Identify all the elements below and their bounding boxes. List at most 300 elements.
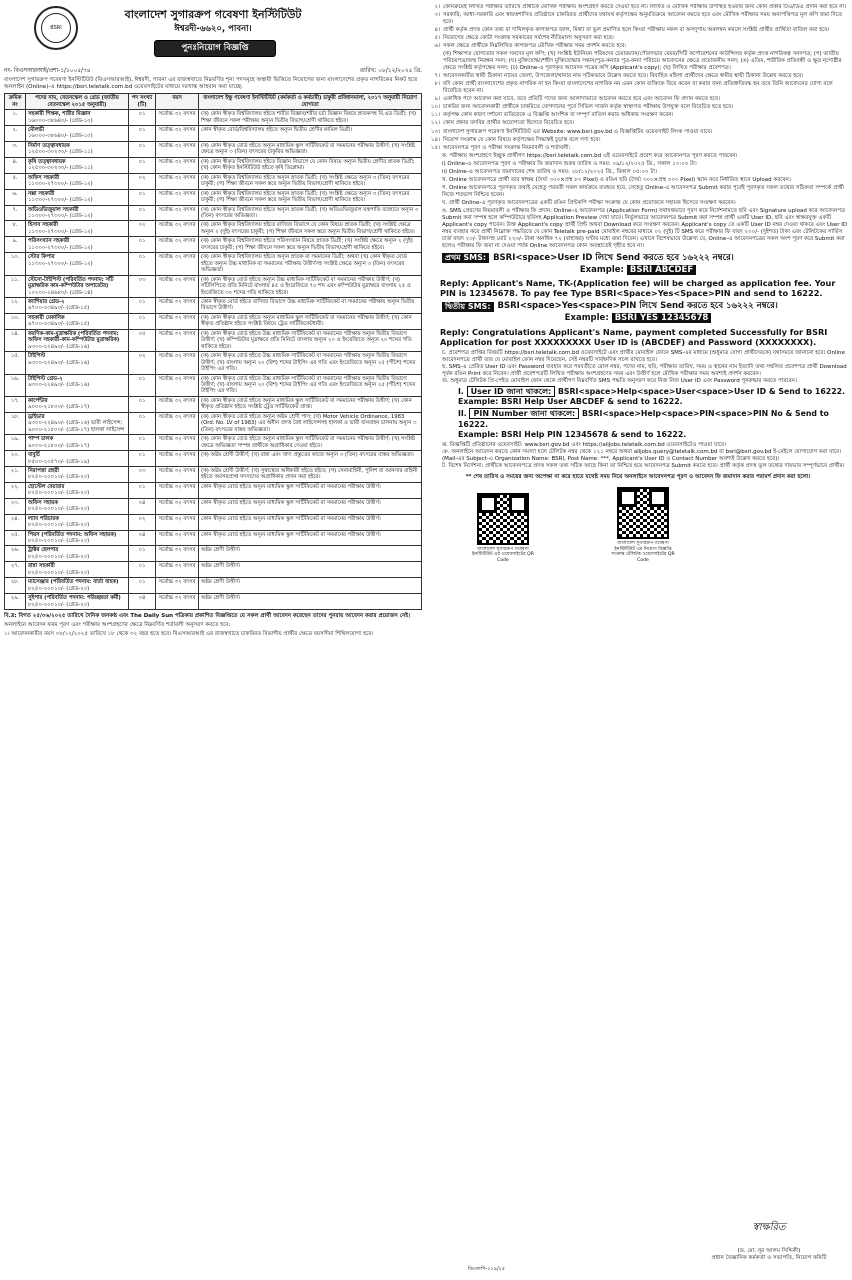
cell-sl: ২০. xyxy=(5,451,26,467)
after-sms-4: ঝ. বিজ্ঞপ্তিটি প্রতিষ্ঠানের ওয়েবসাইট: www.bsri.gov.bd এবং https://alljobs.teletalk.com.bd ওয়েবসাইটেও পাওয়া যাবে। xyxy=(442,441,727,448)
second-example-value: BSRI YES 12345678 xyxy=(612,313,712,323)
post-name: পিয়ন (পরিবর্তিত পদনাম: অফিস সহায়ক) xyxy=(28,531,117,538)
post-scale: ৯৩০০-২২৪৯০/- (গ্রেড-১৬) xyxy=(28,381,90,388)
memo-number: নং- বিএসআরআই/প্রশা-১/১০০৫/৭৪ xyxy=(4,68,91,74)
cell-sl: ১৩. xyxy=(5,313,26,329)
post-scale: ১১৩০০-২৭৩০০/- (গ্রেড-১২) xyxy=(28,197,93,204)
cell-age: সর্বোচ্চ ৩২ বৎসর xyxy=(156,578,199,594)
after-sms-2: ছ. SMS-এ প্রেরিত User ID এবং Password ব্যবহার করে পরবর্তীতে রোল নম্বর, পদের নাম, ছবি, পরীক্ষার তারিখ, সময় ও স্থানের নাম ইত্যাদি তথ্য সম্বলিত প্রবেশপত্র প্রার্থী Download পূর্বক রঙিন Print করে নিবেন। প্রার্থী প্রবেশপত্রটি লিখিত পরীক্ষায় অংশগ্রহণের সময় এবং উত্তীর্ণ হলে মৌখিক পরীক্ষার সময় অবশ্যই প্রদর্শন করবেন। xyxy=(442,363,847,377)
cell-sl: ১১. xyxy=(5,275,26,297)
post-scale: ১৬০০০-৩৮৬৪০/- (গ্রেড-১০) xyxy=(28,133,93,140)
list-item-number: ৩। xyxy=(434,12,440,19)
cell-qualification: (ক) কোন স্বীকৃত বিশ্ববিদ্যালয় হইতে বিজ্ঞান বিভাগে যে কোন বিষয়ে অন্যূন দ্বিতীয় শ্রেণীর স্নাতক ডিগ্রী; (খ) কোন স্বীকৃত ইনস্টিটিউট হইতে কৃষি ডিপ্লোমা। xyxy=(199,157,422,173)
step-item: খ. Online আবেদনপত্রে প্রার্থী তার স্বাক্ষর (দৈর্ঘ্য ৩০০×প্রস্থ ৮০ Pixel) ও রঙিন ছবি (দৈর্ঘ্য ৩০০×প্রস্থ ৩০০ Pixel) স্ক্যান করে নির্ধারিত স্থানে Upload করবেন। xyxy=(442,176,791,183)
cell-qualification: (ক) কোন স্বীকৃত বিশ্ববিদ্যালয় হইতে অন্যূন স্নাতক ডিগ্রী; (খ) সংশ্লিষ্ট ক্ষেত্রে অন্যূন ৩ (তিন) বৎসরের চাকুরী; (গ) শিক্ষা জীবনে সকল স্তরে অন্যূন দ্বিতীয় বিভাগ/শ্রেণী থাকিতে হইবে। xyxy=(199,189,422,205)
cell-sl: ৩. xyxy=(5,141,26,157)
org-address: ঈশ্বরদী-৬৬২০, পাবনা। xyxy=(174,24,252,34)
cell-qualification: অষ্টম শ্রেণী উত্তীর্ণ। xyxy=(199,546,422,562)
cell-sl: ১২. xyxy=(5,297,26,313)
cell-qualification: (ক) কোন স্বীকৃত বোর্ড হইতে অন্যূন মাধ্যমিক স্কুল সার্টিফিকেট বা সমমানের পরীক্ষায় উত্তীর্ণ; (খ) সংশ্লিষ্ট ক্ষেত্রে অভিজ্ঞতা সম্পন্ন প্রার্থীকে অগ্রাধিকার দেওয়া হইবে। xyxy=(199,435,422,451)
cell-age: সর্বোচ্চ ৩২ বৎসর xyxy=(156,313,199,329)
table-row xyxy=(5,157,422,173)
post-name: রান্না সহকারী xyxy=(28,563,55,570)
cell-sl: ১৭. xyxy=(5,396,26,412)
cell-sl: ২১. xyxy=(5,466,26,482)
post-name: স্টোর কিপার xyxy=(28,254,55,261)
signatory-name: (ড. মো. নূর আলম সিদ্দিকী) xyxy=(737,1248,801,1255)
cell-count: ০১ xyxy=(129,205,156,221)
list-item-text: কর্তৃপক্ষ কোন কারণ দর্শানো ব্যতিরেকে এ বিজ্ঞপ্তি আংশিক বা সম্পূর্ণ বাতিল করার অধিকার সংরক্ষণ করেন। xyxy=(443,112,674,119)
post-name: অফিস সহকারী xyxy=(28,174,60,181)
list-item xyxy=(428,104,848,111)
cell-age: সর্বোচ্চ ৩২ বৎসর xyxy=(156,482,199,498)
left-footer-note: বি.দ্র: বিগত ২৫/০৬/২০২৫ তারিখে দৈনিক জনকণ্ঠ এবং The Daily Sun পত্রিকায় প্রকাশিত বিজ্ঞপ্তিতে যে সকল প্রার্থী আবেদন করেছেন তাদের পুনরায় আবেদন করার প্রয়োজন নেই। xyxy=(4,613,411,620)
help-pin-cmd: BSRI<space>Help<space>PIN<space>PIN No & Send to 16222. xyxy=(458,409,829,429)
post-scale: ৮২৫০-২০০১০/- (গ্রেড-২০) xyxy=(28,538,90,545)
help-pin: II. PIN Number জানা থাকলে: BSRI<space>Help<space>PIN<space>PIN No & Send to 16222. Example: BSRI Help PIN 12345678 & send to 16222. xyxy=(458,409,829,439)
cell-sl: ১০. xyxy=(5,253,26,275)
list-item-text: (ক) শিক্ষাগত যোগ্যতার সকল সনদের মূল কপি; (খ) সংশ্লিষ্ট ইউনিয়ন পরিষদের চেয়ারম্যান/পৌরসভার মেয়র/সিটি কর্পোরেশনের কাউন্সিলর কর্তৃক প্রদত্ত নাগরিকত্ব সনদপত্র; (গ) জাতীয় পরিচয়পত্র/জন্ম নিবন্ধন সনদ; (ঘ) মুক্তিযোদ্ধা/শহীদ মুক্তিযোদ্ধার সন্তান/পুত্র-কন্যার পুত্র-কন্যা পরিচয়ে আবেদনের ক্ষেত্রে প্রয়োজনীয় সনদ; (ঙ) এতিম, শারীরিক প্রতিবন্ধী ও ক্ষুদ্র নৃগোষ্ঠীর ক্ষেত্রে সংশ্লিষ্ট কর্তৃপক্ষের সনদ; (চ) Online-এ পূরণকৃত আবেদন পত্রের কপি (Applicant's copy); (ছ) লিখিত পরীক্ষার প্রবেশপত্র। xyxy=(443,51,842,72)
cell-sl: ৪. xyxy=(5,157,26,173)
cell-sl: ২৮. xyxy=(5,578,26,594)
second-example-label: Example: xyxy=(564,312,609,323)
logo-text: BSRI xyxy=(41,13,71,43)
step-item: i) Online-এ আবেদনপত্র পূরণ ও পরীক্ষার ফি জমাদান শুরুর তারিখ ও সময়: ০৯/১২/২০২৫ খ্রি., সকাল ১০:০০ টা। xyxy=(442,160,697,167)
table-row xyxy=(5,352,422,374)
cell-sl: ৯. xyxy=(5,237,26,253)
post-scale: ৯৩০০-২২৪৯০/- (গ্রেড-১৬) xyxy=(28,343,90,350)
cell-qualification: (ক) কোন স্বীকৃত বোর্ড হইতে উচ্চ মাধ্যমিক সার্টিফিকেট বা সমমানের পরীক্ষায় অন্যূন দ্বিতীয় বিভাগে উত্তীর্ণ; (খ) বাংলায় অন্যূন ২০ (বিশ) শব্দের টাইপিং এর গতি এবং ইংরেজিতে অন্যূন ২৫ (পঁচিশ) শব্দের টাইপিং এর গতি। xyxy=(199,374,422,396)
table-row xyxy=(5,412,422,434)
list-item-number: ৮। xyxy=(434,81,440,88)
cell-qualification: (ক) কোন স্বীকৃত বোর্ড হইতে অন্যূন মাধ্যমিক স্কুল সার্টিফিকেট বা সমমানের পরীক্ষায় উত্তীর্ণ; (খ) সংশ্লিষ্ট ক্ষেত্রে অন্যূন ৩ (তিন) বৎসরের চাকুরির অভিজ্ঞতা। xyxy=(199,141,422,157)
help-pin-example: Example: BSRI Help PIN 12345678 & send to 16222. xyxy=(458,429,687,439)
list-item-text: একাধিক পদে আবেদন করা যাবে, তবে প্রতিটি পদের জন্য আলাদাভাবে আবেদন করতে হবে এবং আবেদন ফি প্রদান করতে হবে। xyxy=(443,96,721,103)
post-scale: ১২৫০০-৩০২৩০/- (গ্রেড-১১) xyxy=(28,149,93,156)
cell-qualification: (ক) কোন স্বীকৃত বিশ্ববিদ্যালয় হইতে অন্যূন স্নাতক ডিগ্রী; (খ) সংশ্লিষ্ট ক্ষেত্রে অন্যূন ৩ (তিন) বৎসরের চাকুরী; (গ) শিক্ষা জীবনে সকল স্তরে অন্যূন দ্বিতীয় বিভাগ/শ্রেণী থাকিতে হইবে। xyxy=(199,173,422,189)
table-row xyxy=(5,126,422,142)
deadline-note: ** শেষ তারিখ ও সময়ের জন্য অপেক্ষা না করে হাতে যথেষ্ট সময় নিয়ে অনলাইনে আবেদনপত্র পূরণ ও আবেদন ফি জমাদান করার পরামর্শ প্রদান করা হলো। xyxy=(465,473,811,480)
cell-post xyxy=(26,157,129,173)
second-sms-tag: দ্বিতীয় SMS: xyxy=(442,302,494,312)
cell-qualification: কোন স্বীকৃত বোর্ড হইতে অন্যূন মাধ্যমিক স্কুল সার্টিফিকেট বা সমমানের পরীক্ষায় উত্তীর্ণ। xyxy=(199,482,422,498)
posts-table-body xyxy=(5,110,422,610)
qr-code-icon xyxy=(617,487,669,539)
cell-qualification: অষ্টম শ্রেণী উত্তীর্ণ। xyxy=(199,562,422,578)
list-item-number: ১০। xyxy=(430,104,440,111)
org-name: বাংলাদেশ সুগারক্রপ গবেষণা ইনস্টিটিউট xyxy=(124,8,302,21)
help-user-id: I. User ID জানা থাকলে: BSRI<space>Help<space>User<space>User ID & Send to 16222. Example: BSRI Help User ABCDEF & send to 16222. xyxy=(458,386,846,407)
cell-post xyxy=(26,352,129,374)
table-row xyxy=(5,275,422,297)
table-row xyxy=(5,546,422,562)
cell-post xyxy=(26,594,129,610)
cell-sl: ৮. xyxy=(5,221,26,237)
help-user-example: Example: BSRI Help User ABCDEF & send to 16222. xyxy=(458,397,683,407)
qr-codes xyxy=(428,487,848,564)
table-row xyxy=(5,173,422,189)
post-scale: ৮২৫০-২০০১০/- (গ্রেড-২০) xyxy=(28,522,90,529)
cell-qualification: কোন স্বীকৃত বোর্ড হইতে বাণিজ্য বিভাগে উচ্চ মাধ্যমিক সার্টিফিকেট বা সমমানের পরীক্ষায় অন্যূন দ্বিতীয় বিভাগে উত্তীর্ণ। xyxy=(199,297,422,313)
qr-website-label: বাংলাদেশ সুগারক্রপ গবেষণা ইনস্টিটিউট এর ওয়েবসাইটের QR Code xyxy=(472,546,534,564)
cell-qualification: অষ্টম শ্রেণী উত্তীর্ণ। xyxy=(199,594,422,610)
table-row xyxy=(5,498,422,514)
cell-sl: ২২. xyxy=(5,482,26,498)
cell-count: ০১ xyxy=(129,141,156,157)
cell-age: সর্বোচ্চ ৩২ বৎসর xyxy=(156,498,199,514)
cell-post xyxy=(26,329,129,351)
cell-age: সর্বোচ্চ ৩২ বৎসর xyxy=(156,352,199,374)
post-name: নিরাপত্তা প্রহরী xyxy=(28,467,60,474)
cell-count: ০১ xyxy=(129,110,156,126)
cell-count: ০৪ xyxy=(129,594,156,610)
table-row xyxy=(5,221,422,237)
cell-sl: ২. xyxy=(5,126,26,142)
cell-count: ০২ xyxy=(129,173,156,189)
list-item-number: ১৫। xyxy=(430,144,440,151)
list-item xyxy=(428,145,848,152)
post-name: সুইপার (পরিবর্তিত পদনাম: পরিচ্ছন্নতা কর্মী) xyxy=(28,595,121,602)
cell-age: সর্বোচ্চ ৩২ বৎসর xyxy=(156,329,199,351)
post-name: টাইপিস্ট গ্রেড-২ xyxy=(28,375,63,382)
cell-qualification: অষ্টম শ্রেণী উত্তীর্ণ। xyxy=(199,578,422,594)
cell-age: সর্বোচ্চ ৩২ বৎসর xyxy=(156,594,199,610)
cell-count: ০৫ xyxy=(129,329,156,351)
list-item xyxy=(428,129,848,136)
post-name: অডিওভিজুয়াল সহকারী xyxy=(28,206,79,213)
cell-sl: ২৫. xyxy=(5,530,26,546)
cell-post xyxy=(26,466,129,482)
table-row xyxy=(5,297,422,313)
cell-sl: ১৯. xyxy=(5,435,26,451)
cell-sl: ২৪. xyxy=(5,514,26,530)
list-item xyxy=(428,51,848,72)
cell-sl: ১৫. xyxy=(5,352,26,374)
post-scale: ১৬০০০-৩৮৬৪০/- (গ্রেড-১০) xyxy=(28,117,93,124)
table-row xyxy=(5,110,422,126)
table-row xyxy=(5,141,422,157)
after-sms-block xyxy=(428,350,848,385)
cell-qualification: (ক) কোন স্বীকৃত বিশ্ববিদ্যালয় হইতে শারীর বিজ্ঞান/শরীর চর্চা বিজ্ঞান বিষয়ে স্নাতকসহ বি.এড ডিগ্রী; (খ) শিক্ষা জীবনে সকল পরীক্ষায় অন্যূন দ্বিতীয় বিভাগ/শ্রেণী থাকিতে হইবে। xyxy=(199,110,422,126)
cell-post xyxy=(26,396,129,412)
cell-count: ০১ xyxy=(129,313,156,329)
post-name: কার্পেন্টার xyxy=(28,397,48,404)
cell-qualification: (ক) কোন স্বীকৃত বোর্ড হইতে অন্যূন উচ্চ মাধ্যমিক সার্টিফিকেট বা সমমানের পরীক্ষায় উত্তীর্ণ; (খ) সাঁটলিপিতে প্রতি মিনিটে বাংলায় ৪৫ ও ইংরেজিতে ৭০ শব্দ এবং কম্পিউটার মুদ্রাক্ষরে বাংলায় ২৫ ও ইংরেজিতে ৩০ শব্দের গতি থাকিতে হইবে। xyxy=(199,275,422,297)
cell-post xyxy=(26,530,129,546)
cell-count: ০১ xyxy=(129,189,156,205)
cell-qualification: (ক) কোন স্বীকৃত বোর্ড হইতে উচ্চ মাধ্যমিক সার্টিফিকেট বা সমমানের পরীক্ষায় অন্যূন দ্বিতীয় বিভাগে উত্তীর্ণ; (খ) কম্পিউটার মুদ্রাক্ষরে প্রতি মিনিটে বাংলায় অন্যূন ২০ ও ইংরেজিতে অন্যূন ২০ শব্দের গতি থাকিতে হইবে। xyxy=(199,329,422,351)
after-sms-5: ঞ. অনলাইনে আবেদন করতে কোন সমস্যা হলে টেলিটক নম্বর থেকে ১২১ নম্বরে অথবা alljobs.query@teletalk.com.bd বা bsri@bsri.gov.bd ই-মেইলে যোগাযোগ করা যাবে। (Mail-এর Subject-এ Organization Name: BSRI, Post Name: ***, Applicant's User ID ও Contact Number অবশ্যই উল্লেখ করতে হবে)। xyxy=(442,448,842,462)
step-item: ঘ. প্রার্থী Online-এ পূরণকৃত আবেদনপত্রের একটি রঙিন প্রিন্টকপি পরীক্ষা সংক্রান্ত যে কোন প্রয়োজনে সহায়ক হিসেবে সংরক্ষণ করবেন। xyxy=(442,199,736,206)
cell-count: ০১ xyxy=(129,546,156,562)
post-name: করণিক-কাম-মুদ্রাক্ষরিক (পরিবর্তিত পদনাম: অফিস সহকারী-কাম-কম্পিউটার মুদ্রাক্ষরিক) xyxy=(28,330,120,344)
list-item-text: আবেদনকারীর স্থায়ী ঠিকানা নামের জেলা, উপজেলা/থানার নাম সঠিকভাবে উল্লেখ করতে হবে। বিবাহিত মহিলা প্রার্থীদের ক্ষেত্রে স্বামীর স্থায়ী ঠিকানা উল্লেখ করতে হবে। xyxy=(443,73,804,80)
cell-count: ০১ xyxy=(129,253,156,275)
col-header-count: পদ সংখ্যা (টি) xyxy=(129,94,156,110)
post-name: পরিসংখ্যান সহকারী xyxy=(28,238,70,245)
posts-table xyxy=(4,93,422,610)
list-item xyxy=(428,43,848,50)
cell-post xyxy=(26,297,129,313)
step-item: গ. Online আবেদনপত্রে পূরণকৃত তথ্যই যেহেতু পরবর্তী সকল কার্যক্রমে ব্যবহৃত হবে, সেহেতু Online-এ আবেদনপত্র Submit করার পূর্বেই পূরণকৃত সকল তথ্যের সঠিকতা সম্পর্কে প্রার্থী নিজে শতভাগ নিশ্চিত হবেন। xyxy=(442,184,844,198)
cell-post xyxy=(26,253,129,275)
first-example-label: Example: xyxy=(579,264,624,275)
first-sms-example xyxy=(428,265,848,276)
cell-age: সর্বোচ্চ ৩২ বৎসর xyxy=(156,435,199,451)
cell-post xyxy=(26,578,129,594)
cell-age: সর্বোচ্চ ৩২ বৎসর xyxy=(156,412,199,434)
cell-qualification: (ক) কোন স্বীকৃত বিশ্ববিদ্যালয় হইতে বাণিজ্য বিভাগে যে কোন বিষয়ে স্নাতক ডিগ্রী; (খ) সংশ্লিষ্ট ক্ষেত্রে অন্যূন ২ (দুই) বৎসরের চাকুরী; (গ) শিক্ষা জীবনে সকল স্তরে অন্যূন দ্বিতীয় বিভাগ/শ্রেণী থাকিতে হইবে। xyxy=(199,221,422,237)
list-item-text: নিয়োগ সংক্রান্ত যে কোন বিষয়ে কর্তৃপক্ষের সিদ্ধান্তই চূড়ান্ত বলে গণ্য হবে। xyxy=(443,136,601,143)
second-sms-line xyxy=(442,301,848,312)
header xyxy=(4,4,422,66)
col-header-age: বয়স xyxy=(156,94,199,110)
after-sms-1: চ. প্রবেশপত্র প্রাপ্তির বিষয়টি https://bsri.teletalk.com.bd ওয়েবসাইটে এবং প্রার্থীর মোবাইল ফোনে SMS-এর মাধ্যমে (শুধুমাত্র যোগ্য প্রার্থীদেরকে) যথাসময়ে জানানো হবে। Online আবেদনপত্রে প্রার্থী তার যে মোবাইল ফোন নম্বর দিয়েছেন, সেই নম্বরটি সার্বক্ষণিক সচল রাখতে হবে। xyxy=(442,349,845,363)
post-name: ম্যাসেঞ্জার (পরিবর্তিত পদনাম: বার্তা বাহক) xyxy=(28,579,119,586)
post-scale: ৮২৫০-২০০১০/- (গ্রেড-২০) xyxy=(28,585,90,592)
list-item xyxy=(428,4,848,11)
cell-count: ০১ xyxy=(129,562,156,578)
qr-teletalk xyxy=(608,487,678,564)
table-row xyxy=(5,466,422,482)
signature-block xyxy=(704,1222,834,1262)
first-sms-reply: Reply: Applicant's Name, TK-(Application fee) will be charged as application fee. Your PIN is 12345678. To pay fee Type BSRI<Space>Yes<Space>PIN and send to 16222. xyxy=(440,278,836,299)
post-name: কৃষি তত্ত্বাবধায়ক xyxy=(28,158,66,165)
cell-count: ০১ xyxy=(129,297,156,313)
cell-sl: ২৩. xyxy=(5,498,26,514)
cell-post xyxy=(26,173,129,189)
table-row xyxy=(5,514,422,530)
list-item-text: প্রার্থী কর্তৃক প্রদত্ত কোন তথ্য বা দাখিলকৃত কাগজপত্র জাল, মিথ্যা বা ভুল প্রমাণিত হলে কিংবা পরীক্ষায় নকল বা অসদুপায় অবলম্বন করলে সংশ্লিষ্ট প্রার্থীর প্রার্থিতা বাতিল করা হবে। xyxy=(443,27,830,34)
left-footer-line3: ১। আবেদনকারীর বয়স ০৮/১২/২০২৫ তারিখে ১৮ থেকে ৩২ বছর হতে হবে। বিএসআরআই এর রাজস্বখাতে চাকরিরত বিভাগীয় প্রার্থীর ক্ষেত্রে বয়সসীমা শিথিলযোগ্য হবে। xyxy=(4,630,374,637)
cell-post xyxy=(26,451,129,467)
left-column xyxy=(4,4,422,1274)
cell-count: ০২ xyxy=(129,352,156,374)
post-scale: ৮২৫০-২০০১০/- (গ্রেড-২০) xyxy=(28,601,90,608)
cell-post xyxy=(26,275,129,297)
step-item: ক. পরীক্ষায় অংশগ্রহণে ইচ্ছুক প্রার্থীগণ https://bsri.teletalk.com.bd এই ওয়েবসাইটে প্রবেশ করে আবেদনপত্র পূরণ করতে পারবেন। xyxy=(442,152,738,159)
cell-age: সর্বোচ্চ ৩২ বৎসর xyxy=(156,546,199,562)
cell-count: ০১ xyxy=(129,578,156,594)
post-scale: ১১৩০০-২৭৩০০/- (গ্রেড-১২) xyxy=(28,228,93,235)
list-item-text: বাংলাদেশ সুগারক্রপ গবেষণা ইনস্টিটিউট এর Website: www.bsri.gov.bd এ বিজ্ঞপ্তিটির ওয়েবসাইট লিংক পাওয়া যাবে। xyxy=(443,128,713,135)
cell-post xyxy=(26,412,129,434)
cell-qualification: কোন স্বীকৃত বোর্ড/বিশ্ববিদ্যালয় হইতে অন্যূন দ্বিতীয় শ্রেণীর কামিল ডিগ্রী। xyxy=(199,126,422,142)
cell-post xyxy=(26,313,129,329)
cell-count: ০১ xyxy=(129,374,156,396)
cell-post xyxy=(26,205,129,221)
cell-count: ০১ xyxy=(129,126,156,142)
table-row xyxy=(5,482,422,498)
post-scale: ৮২৫০-২০০১০/- (গ্রেড-২০) xyxy=(28,506,90,513)
post-scale: ৯৩০০-২২৪৯০/- (গ্রেড-১৬) ভারী লাইসেন্স; ৯০০০-২১৮০০/- (গ্রেড-১৭) হালকা লাইসেন্স xyxy=(28,420,125,433)
cell-age: সর্বোচ্চ ৩২ বৎসর xyxy=(156,126,199,142)
table-row xyxy=(5,451,422,467)
post-name: অফিস সহায়ক xyxy=(28,499,58,506)
cell-qualification: (ক) কোন স্বীকৃত বিশ্ববিদ্যালয় হইতে অন্যূন স্নাতক ডিগ্রী; (খ) অডিওভিজুয়াল যন্ত্রপাতি ব্যবহারে অন্যূন ৩ (তিন) বৎসরের অভিজ্ঞতা। xyxy=(199,205,422,221)
qr-code-icon xyxy=(477,493,529,545)
application-steps xyxy=(428,153,848,250)
help-user-cmd: BSRI<space>Help<space>User<space>User ID & Send to 16222. xyxy=(557,386,846,396)
list-item-number: ১৩। xyxy=(430,128,440,135)
cell-qualification: (ক) কোন স্বীকৃত বোর্ড হইতে অন্যূন মাধ্যমিক স্কুল সার্টিফিকেট বা সমমানের পরীক্ষায় উত্তীর্ণ; (খ) কোন স্বীকৃত প্রতিষ্ঠান হইতে সংশ্লিষ্ট বিষয়ে ট্রেড সার্টিফিকেটধারী। xyxy=(199,313,422,329)
list-item-text: নিয়োগের ক্ষেত্রে কোটা সংক্রান্ত সরকারের সর্বশেষ নীতিমালা অনুসরণ করা হবে। xyxy=(443,35,614,42)
first-sms-command: BSRI<space>User ID লিখে Send করতে হবে ১৬২২২ নম্বরে। xyxy=(493,253,734,263)
cell-sl: ২৭. xyxy=(5,562,26,578)
table-row xyxy=(5,237,422,253)
intro-text: বাংলাদেশ সুগারক্রপ গবেষণা ইনস্টিটিউট (বিএসআরআই), ঈশ্বরদী, পাবনা এর রাজস্বখাতে নিম্নবর্ণিত শূন্য পদসমূহে অস্থায়ী ভিত্তিতে নিয়োগের জন্য বাংলাদেশের প্রকৃত নাগরিকের নিকট হতে অনলাইন (Online)-এ https://bsri.teletalk.com.bd ওয়েবসাইটের মাধ্যমে দরখাস্ত আহবান করা যাচ্ছে: xyxy=(4,77,418,91)
table-row xyxy=(5,435,422,451)
cell-count: ০৪ xyxy=(129,498,156,514)
post-scale: ১১৩০০-২৭৩০০/- (গ্রেড-১২) xyxy=(28,213,93,219)
cell-post xyxy=(26,546,129,562)
cell-age: সর্বোচ্চ ৩২ বৎসর xyxy=(156,514,199,530)
list-item-number: ৪। xyxy=(434,27,440,34)
table-header-row xyxy=(5,94,422,110)
cell-post xyxy=(26,482,129,498)
cell-age: সর্বোচ্চ ৩২ বৎসর xyxy=(156,141,199,157)
list-item xyxy=(428,137,848,144)
list-item-text: কোনক্রমেই লিখিত পরীক্ষার তারিখে প্রার্থীকে মৌখিক পরীক্ষায় অংশগ্রহণ করতে দেওয়া হবে না। লিখিত ও মৌখিক পরীক্ষায় উপস্থিত হওয়ার জন্য কোন প্রকার টিএ/ডিএ প্রদান করা হবে না। xyxy=(443,4,847,10)
cell-sl: ১৬. xyxy=(5,374,26,396)
cell-age: সর্বোচ্চ ৩২ বৎসর xyxy=(156,173,199,189)
cell-count: ০৪ xyxy=(129,530,156,546)
post-name: মৌলভী xyxy=(28,127,45,134)
cell-age: সর্বোচ্চ ৩২ বৎসর xyxy=(156,374,199,396)
notice-title: পুনঃনিয়োগ বিজ্ঞপ্তি xyxy=(154,40,276,57)
list-item-number: ৭। xyxy=(434,73,440,80)
cell-post xyxy=(26,237,129,253)
cell-count: ০১ xyxy=(129,412,156,434)
cell-age: সর্বোচ্চ ৩২ বৎসর xyxy=(156,205,199,221)
list-item-text: যদি কোন প্রার্থী বাংলাদেশের প্রকৃত নাগরিক না হন কিংবা বাংলাদেশের নাগরিক নন এমন কোন ব্যক্তিকে বিয়ে করেন বা করার জন্য প্রতিশ্রুতিবদ্ধ হন তবে তিনি আবেদনের যোগ্য বলে বিবেচিত হবেন না। xyxy=(443,81,833,95)
cell-qualification: (ক) কোন স্বীকৃত বোর্ড হইতে অন্যূন মাধ্যমিক স্কুল সার্টিফিকেট বা সমমানের পরীক্ষায় উত্তীর্ণ; (খ) কোন স্বীকৃত প্রতিষ্ঠান হইতে সংশ্লিষ্ট ট্রেড সার্টিফিকেট প্রাপ্ত। xyxy=(199,396,422,412)
list-item-text: সকল ক্ষেত্রে প্রার্থীকে নিম্নলিখিত কাগজপত্র মৌখিক পরীক্ষার সময় প্রদর্শন করতে হবে: xyxy=(443,43,627,50)
cell-post xyxy=(26,141,129,157)
signature-scribble: স্বাক্ষরিত xyxy=(752,1222,786,1234)
list-item-number: ৬। xyxy=(434,43,440,50)
post-name: স্টেনো-টাইপিস্ট (পরিবর্তিত পদনাম: সাঁট মুদ্রাক্ষরিক কাম-কম্পিউটার অপারেটর) xyxy=(28,276,114,290)
cell-age: সর্বোচ্চ ৩২ বৎসর xyxy=(156,110,199,126)
memo-date: তারিখ: ০৮/১২/২০২৫ খ্রি. xyxy=(359,68,422,74)
list-item-number xyxy=(428,51,440,72)
list-item-number: ৫। xyxy=(434,35,440,42)
cell-count: ০২ xyxy=(129,221,156,237)
list-item xyxy=(428,12,848,26)
table-row xyxy=(5,530,422,546)
post-scale: ৮৫০০-২০৫৭০/- (গ্রেড-১৯) xyxy=(28,458,90,465)
post-name: ল্যাব পরিচারক xyxy=(28,515,59,522)
qr-teletalk-label: বাংলাদেশ সুগারক্রপ গবেষণা ইনস্টিটিউট এর নিয়োগ বিজ্ঞপ্তি সংক্রান্ত টেলিটক ওয়েবসাইটের QR Code xyxy=(611,540,675,564)
post-scale: ৯৭০০-২৩৪৯০/- (গ্রেড-১৫) xyxy=(28,305,90,312)
step-item: ii) Online-এ আবেদনপত্র জমাদানের শেষ তারিখ ও সময়: ২৮/১২/২০২৫ খ্রি., বিকাল ০৫:০০ টা। xyxy=(442,168,657,175)
cell-sl: ১৪. xyxy=(5,329,26,351)
list-item-number: ১২। xyxy=(430,120,440,127)
cell-age: সর্বোচ্চ ৩২ বৎসর xyxy=(156,530,199,546)
cell-count: ০২ xyxy=(129,514,156,530)
cell-qualification: কোন স্বীকৃত বোর্ড হইতে অন্যূন মাধ্যমিক স্কুল সার্টিফিকেট বা সমমানের পরীক্ষায় উত্তীর্ণ। xyxy=(199,514,422,530)
list-item-number: ১৪। xyxy=(430,136,440,143)
list-item xyxy=(428,73,848,80)
cell-age: সর্বোচ্চ ৩২ বৎসর xyxy=(156,562,199,578)
post-name: সহকারী শিক্ষক, শারীর বিজ্ঞান xyxy=(28,111,91,118)
cell-post xyxy=(26,514,129,530)
cell-post xyxy=(26,374,129,396)
table-row xyxy=(5,396,422,412)
cell-count: ০৩ xyxy=(129,275,156,297)
cell-count: ০১ xyxy=(129,482,156,498)
left-footer-line2: অনলাইনে আবেদন ফরম পূরণ এবং পরীক্ষায় অংশগ্রহণের ক্ষেত্রে নিম্নবর্ণিত শর্তাবলী অনুসরণ করতে হবে: xyxy=(4,621,231,628)
conditions-list xyxy=(428,4,848,152)
post-name: ড্রাইভার xyxy=(28,413,45,420)
cell-age: সর্বোচ্চ ৩২ বৎসর xyxy=(156,396,199,412)
help-pin-tag: PIN Number জানা থাকলে: xyxy=(469,408,579,419)
cell-sl: ৬. xyxy=(5,189,26,205)
post-name: টাইপিস্ট xyxy=(28,353,46,360)
cell-qualification: (ক) কোন স্বীকৃত বোর্ড হইতে অন্যূন অষ্টম শ্রেণী পাস; (খ) Motor Vehicle Ordinance, 1983 (Ord. No. LV of 1983) এর অধীন প্রদত্ত বৈধ লাইসেন্সসহ হালকা ও ভারী যানবাহন চালনায় অন্যূন ৩ (তিন) বৎসরের বাস্তব অভিজ্ঞতা। xyxy=(199,412,422,434)
list-item xyxy=(428,96,848,103)
post-scale: ৯৭০০-২৩৪৯০/- (গ্রেড-১৫) xyxy=(28,321,90,328)
signatory-designation: প্রধান বৈজ্ঞানিক কর্মকর্তা ও সভাপতি, নিয়োগ কমিটি xyxy=(711,1255,827,1262)
post-name: হিসাব সহকারী xyxy=(28,222,59,229)
cell-qualification: (ক) অষ্টম শ্রেণী উত্তীর্ণ; (খ) রান্না এবং খাদ্য প্রস্তুতের কাজে অন্যূন ৩ (তিন) বৎসরের বাস্তব অভিজ্ঞতা। xyxy=(199,451,422,467)
cell-age: সর্বোচ্চ ৩২ বৎসর xyxy=(156,237,199,253)
post-scale: ৯৩০০-২২৪৯০/- (গ্রেড-১৬) xyxy=(28,359,90,366)
cell-age: সর্বোচ্চ ৩২ বৎসর xyxy=(156,466,199,482)
post-name: ক্যাশিয়ার গ্রেড-২ xyxy=(28,298,65,305)
after-sms-3: জ. শুধুমাত্র টেলিটক প্রি-পেইড মোবাইল ফোন থেকে প্রার্থীগণ নিম্নবর্ণিত SMS পদ্ধতি অনুসরণ করে নিজ নিজ User ID এবং Password পুনরুদ্ধার করতে পারবেন। xyxy=(442,377,797,384)
list-item xyxy=(428,27,848,34)
table-row xyxy=(5,562,422,578)
cell-count: ০৩ xyxy=(129,466,156,482)
cell-age: সর্বোচ্চ ৩২ বৎসর xyxy=(156,297,199,313)
post-name: পাম্প চালক xyxy=(28,436,54,443)
cell-post xyxy=(26,435,129,451)
list-item-number: ১১। xyxy=(430,112,440,119)
post-name: নির্মাণ তত্ত্বাবধায়ক xyxy=(28,142,70,149)
help-user-tag: User ID জানা থাকলে: xyxy=(467,386,556,397)
cell-age: সর্বোচ্চ ৩২ বৎসর xyxy=(156,451,199,467)
cell-sl: ৭. xyxy=(5,205,26,221)
qr-website xyxy=(468,493,538,564)
final-notes xyxy=(428,442,848,470)
list-item xyxy=(428,112,848,119)
post-scale: ৮২৫০-২০০১০/- (গ্রেড-২০) xyxy=(28,490,90,497)
table-row xyxy=(5,189,422,205)
post-scale: ১০২০০-২৪৬৮০/- (গ্রেড-১৪) xyxy=(28,289,93,296)
cell-post xyxy=(26,189,129,205)
post-scale: ১১৩০০-২৭৩০০/- (গ্রেড-১২) xyxy=(28,260,93,267)
post-scale: ৮২৫০-২০০১০/- (গ্রেড-২০) xyxy=(28,553,90,560)
cell-post xyxy=(26,126,129,142)
step-item: ঙ. SMS প্রেরণের নিয়মাবলী ও পরীক্ষার ফি প্রদান: Online-এ আবেদনপত্র (Application Form) যথাযথভাবে পূরণ করে নির্দেশনামতে ছবি এবং Signature upload করে আবেদনপত্র Submit করা সম্পন্ন হলে কম্পিউটারে ছবিসহ Application Preview দেখা যাবে। নির্ভুলভাবে আবেদনপত্র Submit করা সম্পন্ন প্রার্থী একটি User ID, ছবি এবং স্বাক্ষরযুক্ত একটি Applicant's copy পাবেন। উক্ত Applicant's copy প্রার্থী প্রিন্ট অথবা Download করে সংরক্ষণ করবেন। Applicant's copy তে একটি User ID নম্বর দেওয়া থাকবে এবং User ID নম্বর ব্যবহার করে প্রার্থী নিম্নোক্ত পদ্ধতিতে যে কোন Teletalk pre-paid মোবাইল নম্বরের মাধ্যমে ০২ (দুই) টি SMS করে পরীক্ষার ফি বাবদ ২০০/- (দুইশত) টাকা এবং টেলিটকের সার্ভিস চার্জ বাবদ ২৩/- টাকাসহ মোট ২২৩/- টাকা অনধিক ৭২ (বাহাত্তর) ঘণ্টার মধ্যে জমা দিবেন। এখানে বিশেষভাবে উল্লেখ্য যে, Online-এ আবেদনপত্রের সকল অংশ পূরণ করে Submit করা হলেও পরীক্ষার ফি জমা না দেওয়া পর্যন্ত Online আবেদনপত্র কোন অবস্থাতেই গৃহীত হবে না। xyxy=(442,207,848,249)
cell-qualification: (ক) কোন স্বীকৃত বিশ্ববিদ্যালয় হইতে পরিসংখ্যান বিষয়ে স্নাতক ডিগ্রী; (খ) সংশ্লিষ্ট ক্ষেত্রে অন্যূন ২ (দুই) বৎসরের চাকুরী; (গ) শিক্ষা জীবনে সকল স্তরে অন্যূন দ্বিতীয় বিভাগ/শ্রেণী থাকিতে হইবে। xyxy=(199,237,422,253)
cell-count: ০১ xyxy=(129,435,156,451)
cell-age: সর্বোচ্চ ৩২ বৎসর xyxy=(156,189,199,205)
table-row xyxy=(5,253,422,275)
col-header-post: পদের নাম, বেতনস্কেল ও গ্রেড (জাতীয় বেতনস্কেল ২০১৫ অনুযায়ী) xyxy=(26,94,129,110)
after-sms-6: ট. বিশেষ নির্দেশনা: প্রার্থীকে আবেদনপত্রে প্রদত্ত সকল তথ্য সঠিক আছে কিনা তা নিশ্চিত হয়ে আবেদনপত্র Submit করতে হবে। প্রার্থী কর্তৃক প্রদত্ত ভুল তথ্যের দায়ভার সম্পূর্ণভাবে প্রার্থীর। xyxy=(442,462,845,469)
doc-code: ডিএফপি-২২৯/২৫ xyxy=(468,1265,506,1272)
cell-qualification: কোন স্বীকৃত বোর্ড হইতে অন্যূন মাধ্যমিক স্কুল সার্টিফিকেট বা সমমানের পরীক্ষায় উত্তীর্ণ। xyxy=(199,498,422,514)
post-scale: ১২৫০০-৩০২৩০/- (গ্রেড-১১) xyxy=(28,165,93,172)
first-sms-line xyxy=(442,253,848,264)
list-item xyxy=(428,120,848,127)
cell-sl: ১৮. xyxy=(5,412,26,434)
list-item-text: সরকারি, আধা-সরকারি এবং স্বায়ত্তশাসিত প্রতিষ্ঠানে চাকরিরত প্রার্থীদের যথাযথ কর্তৃপক্ষের অনুমতিক্রমে আবেদন করতে হবে এবং মৌখিক পরীক্ষার সময় অনাপত্তিপত্র মূল কপি জমা দিতে হবে। xyxy=(443,12,842,26)
list-item xyxy=(428,35,848,42)
table-row xyxy=(5,329,422,351)
